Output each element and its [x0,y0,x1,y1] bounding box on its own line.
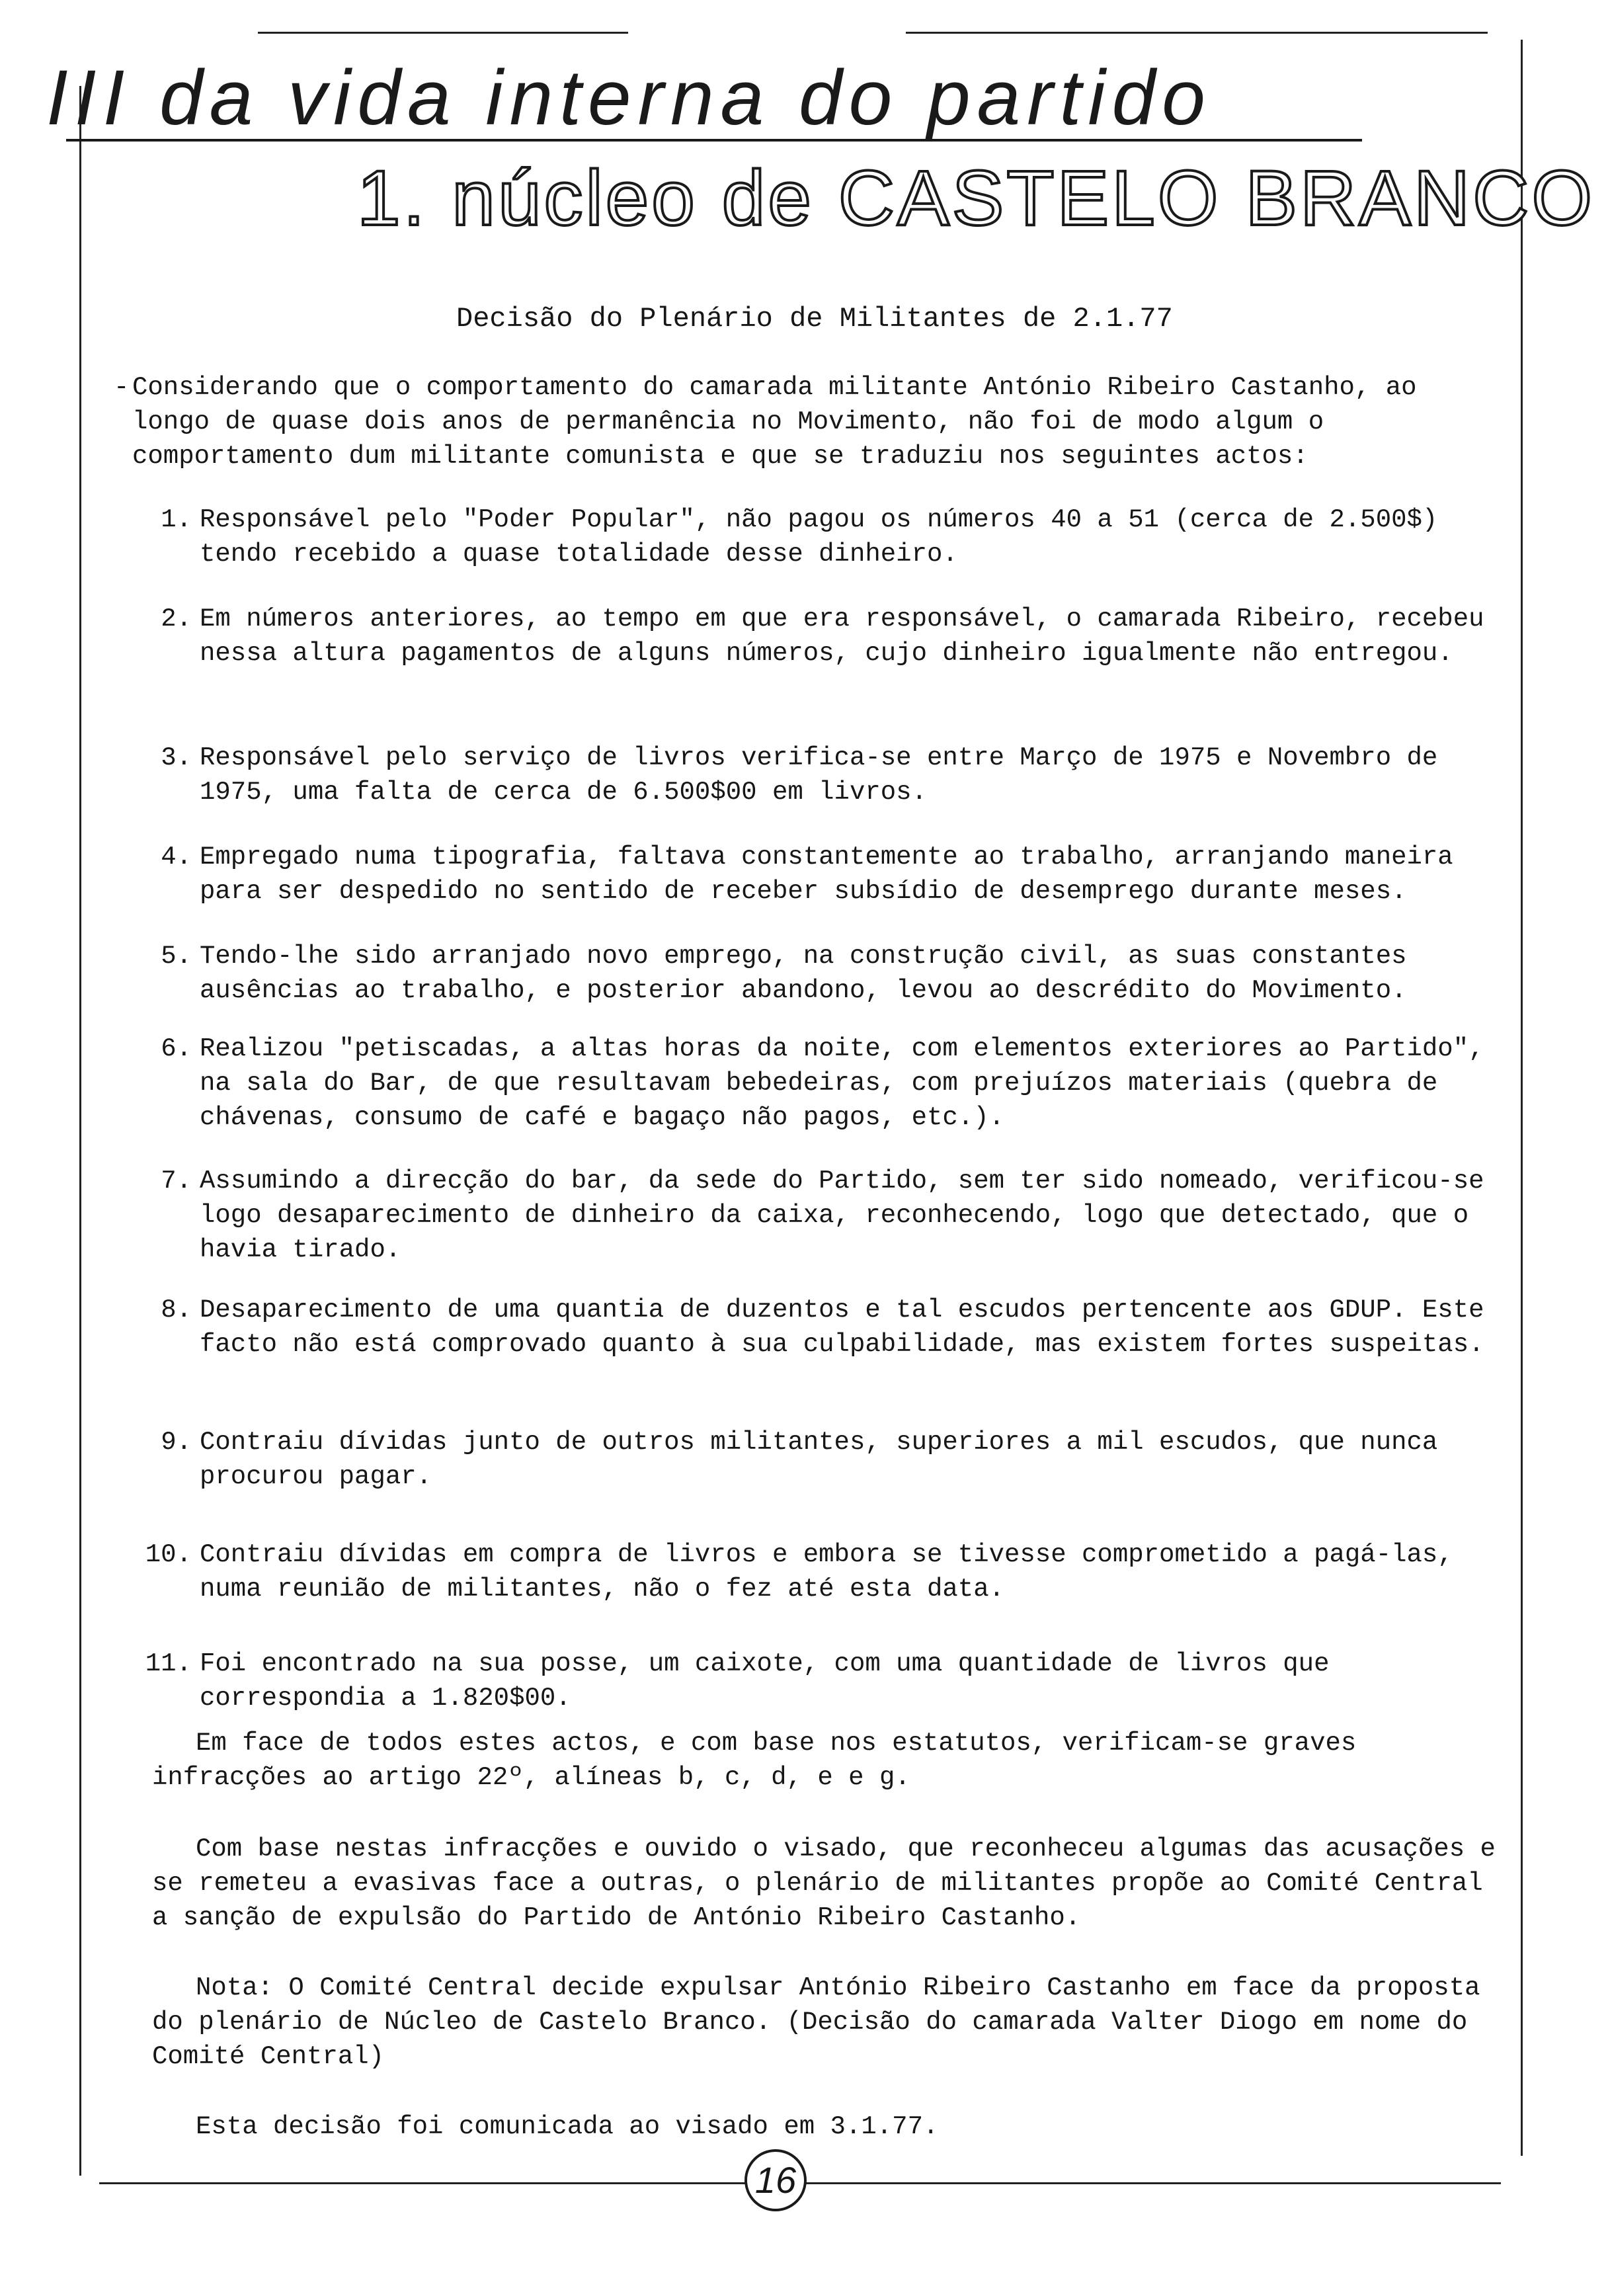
item-text: Desaparecimento de uma quantia de duzentos e tal escudos pertencente aos GDUP. Este facto não está comprovado quanto à sua culpabilidade, mas existem fortes suspeitas. [200,1295,1484,1359]
proposal-paragraph [152,1832,1508,1935]
proposal-text: Com base nestas infracções e ouvido o visado, que reconheceu algumas das acusações e se remeteu a evasivas face a outras, o plenário de militantes propõe ao Comité Central a sanção de expulsão do Partido de António Ribeiro Castanho. [152,1834,1496,1932]
item-number: 4. [161,842,192,872]
item-text: Responsável pelo serviço de livros verifica-se entre Março de 1975 e Novembro de 1975, uma falta de cerca de 6.500$00 em livros. [200,743,1438,807]
item-text: Contraiu dívidas junto de outros militantes, superiores a mil escudos, que nunca procurou pagar. [200,1428,1438,1491]
item-text: Contraiu dívidas em compra de livros e embora se tivesse comprometido a pagá-las, numa reunião de militantes, não o fez até esta data. [200,1540,1453,1604]
item-number: 11. [145,1649,192,1678]
note-paragraph [152,1971,1508,2074]
section-heading: III da vida interna do partido [46,54,1212,142]
communication-paragraph [152,2110,1508,2144]
list-item [126,503,1521,571]
item-text: Responsável pelo "Poder Popular", não pagou os números 40 a 51 (cerca de 2.500$) tendo recebido a quase totalidade desse dinheiro. [200,505,1438,569]
item-text: Empregado numa tipografia, faltava constantemente ao trabalho, arranjando maneira para ser despedido no sentido de receber subsídio de desemprego durante meses. [200,842,1453,906]
list-item [126,741,1521,809]
intro-text: Considerando que o comportamento do camarada militante António Ribeiro Castanho, ao longo de quase dois anos de permanência no Movimento, não foi de modo algum o comportamento dum militante comunista e que se traduziu nos seguintes actos: [132,373,1417,471]
list-item [126,939,1521,1008]
list-item [126,840,1521,909]
item-number: 7. [161,1167,192,1196]
item-number: 2. [161,604,192,634]
subsection-title: 1. núcleo de CASTELO BRANCO [357,155,1595,242]
list-item [126,602,1521,671]
conclusion-paragraph [152,1726,1508,1795]
page-frame-top [906,32,1488,34]
item-text: Tendo-lhe sido arranjado novo emprego, na construção civil, as suas constantes ausências ao trabalho, e posterior abandono, levou ao descrédito do Movimento. [200,942,1407,1005]
note-text: Nota: O Comité Central decide expulsar António Ribeiro Castanho em face da proposta do plenário de Núcleo de Castelo Branco. (Decisão do camarada Valter Diogo em nome do Comité Central) [152,1973,1480,2071]
list-item [126,1032,1521,1135]
document-title: Decisão do Plenário de Militantes de 2.1.77 [456,303,1173,335]
list-item [126,1293,1521,1362]
item-number: 3. [161,743,192,772]
item-number: 5. [161,942,192,971]
item-text: Assumindo a direcção do bar, da sede do Partido, sem ter sido nomeado, verificou-se logo desaparecimento de dinheiro da caixa, reconhecendo, logo que detectado, que o havia tirado. [200,1167,1484,1264]
item-number: 10. [145,1540,192,1569]
conclusion-text: Em face de todos estes actos, e com base nos estatutos, verificam-se graves infracções ao artigo 22º, alíneas b, c, d, e e g. [152,1729,1357,1792]
item-number: 9. [161,1428,192,1457]
page-frame-top-left [258,32,628,34]
item-text: Em números anteriores, ao tempo em que era responsável, o camarada Ribeiro, recebeu nessa altura pagamentos de alguns números, cujo dinheiro igualmente não entregou. [200,604,1484,668]
communication-text: Esta decisão foi comunicada ao visado em 3.1.77. [196,2112,939,2141]
page-frame-left [79,86,81,2176]
list-item [126,1425,1521,1494]
heading-underline [66,139,1362,142]
item-number: 1. [161,505,192,534]
intro-paragraph [114,370,1502,473]
item-text: Realizou "petiscadas, a altas horas da noite, com elementos exteriores ao Partido", na sala do Bar, de que resultavam bebedeiras, com prejuízos materiais (quebra de chávenas, consumo de café e bagaço não pagos, etc.). [200,1034,1484,1132]
list-item [126,1647,1521,1715]
intro-dash: - [114,373,130,402]
item-number: 8. [161,1295,192,1325]
list-item [126,1538,1521,1606]
list-item [126,1164,1521,1267]
item-text: Foi encontrado na sua posse, um caixote, com uma quantidade de livros que correspondia a 1.820$00. [200,1649,1330,1713]
page-frame-right [1521,40,1523,2156]
item-number: 6. [161,1034,192,1063]
page-number: 16 [744,2149,807,2211]
